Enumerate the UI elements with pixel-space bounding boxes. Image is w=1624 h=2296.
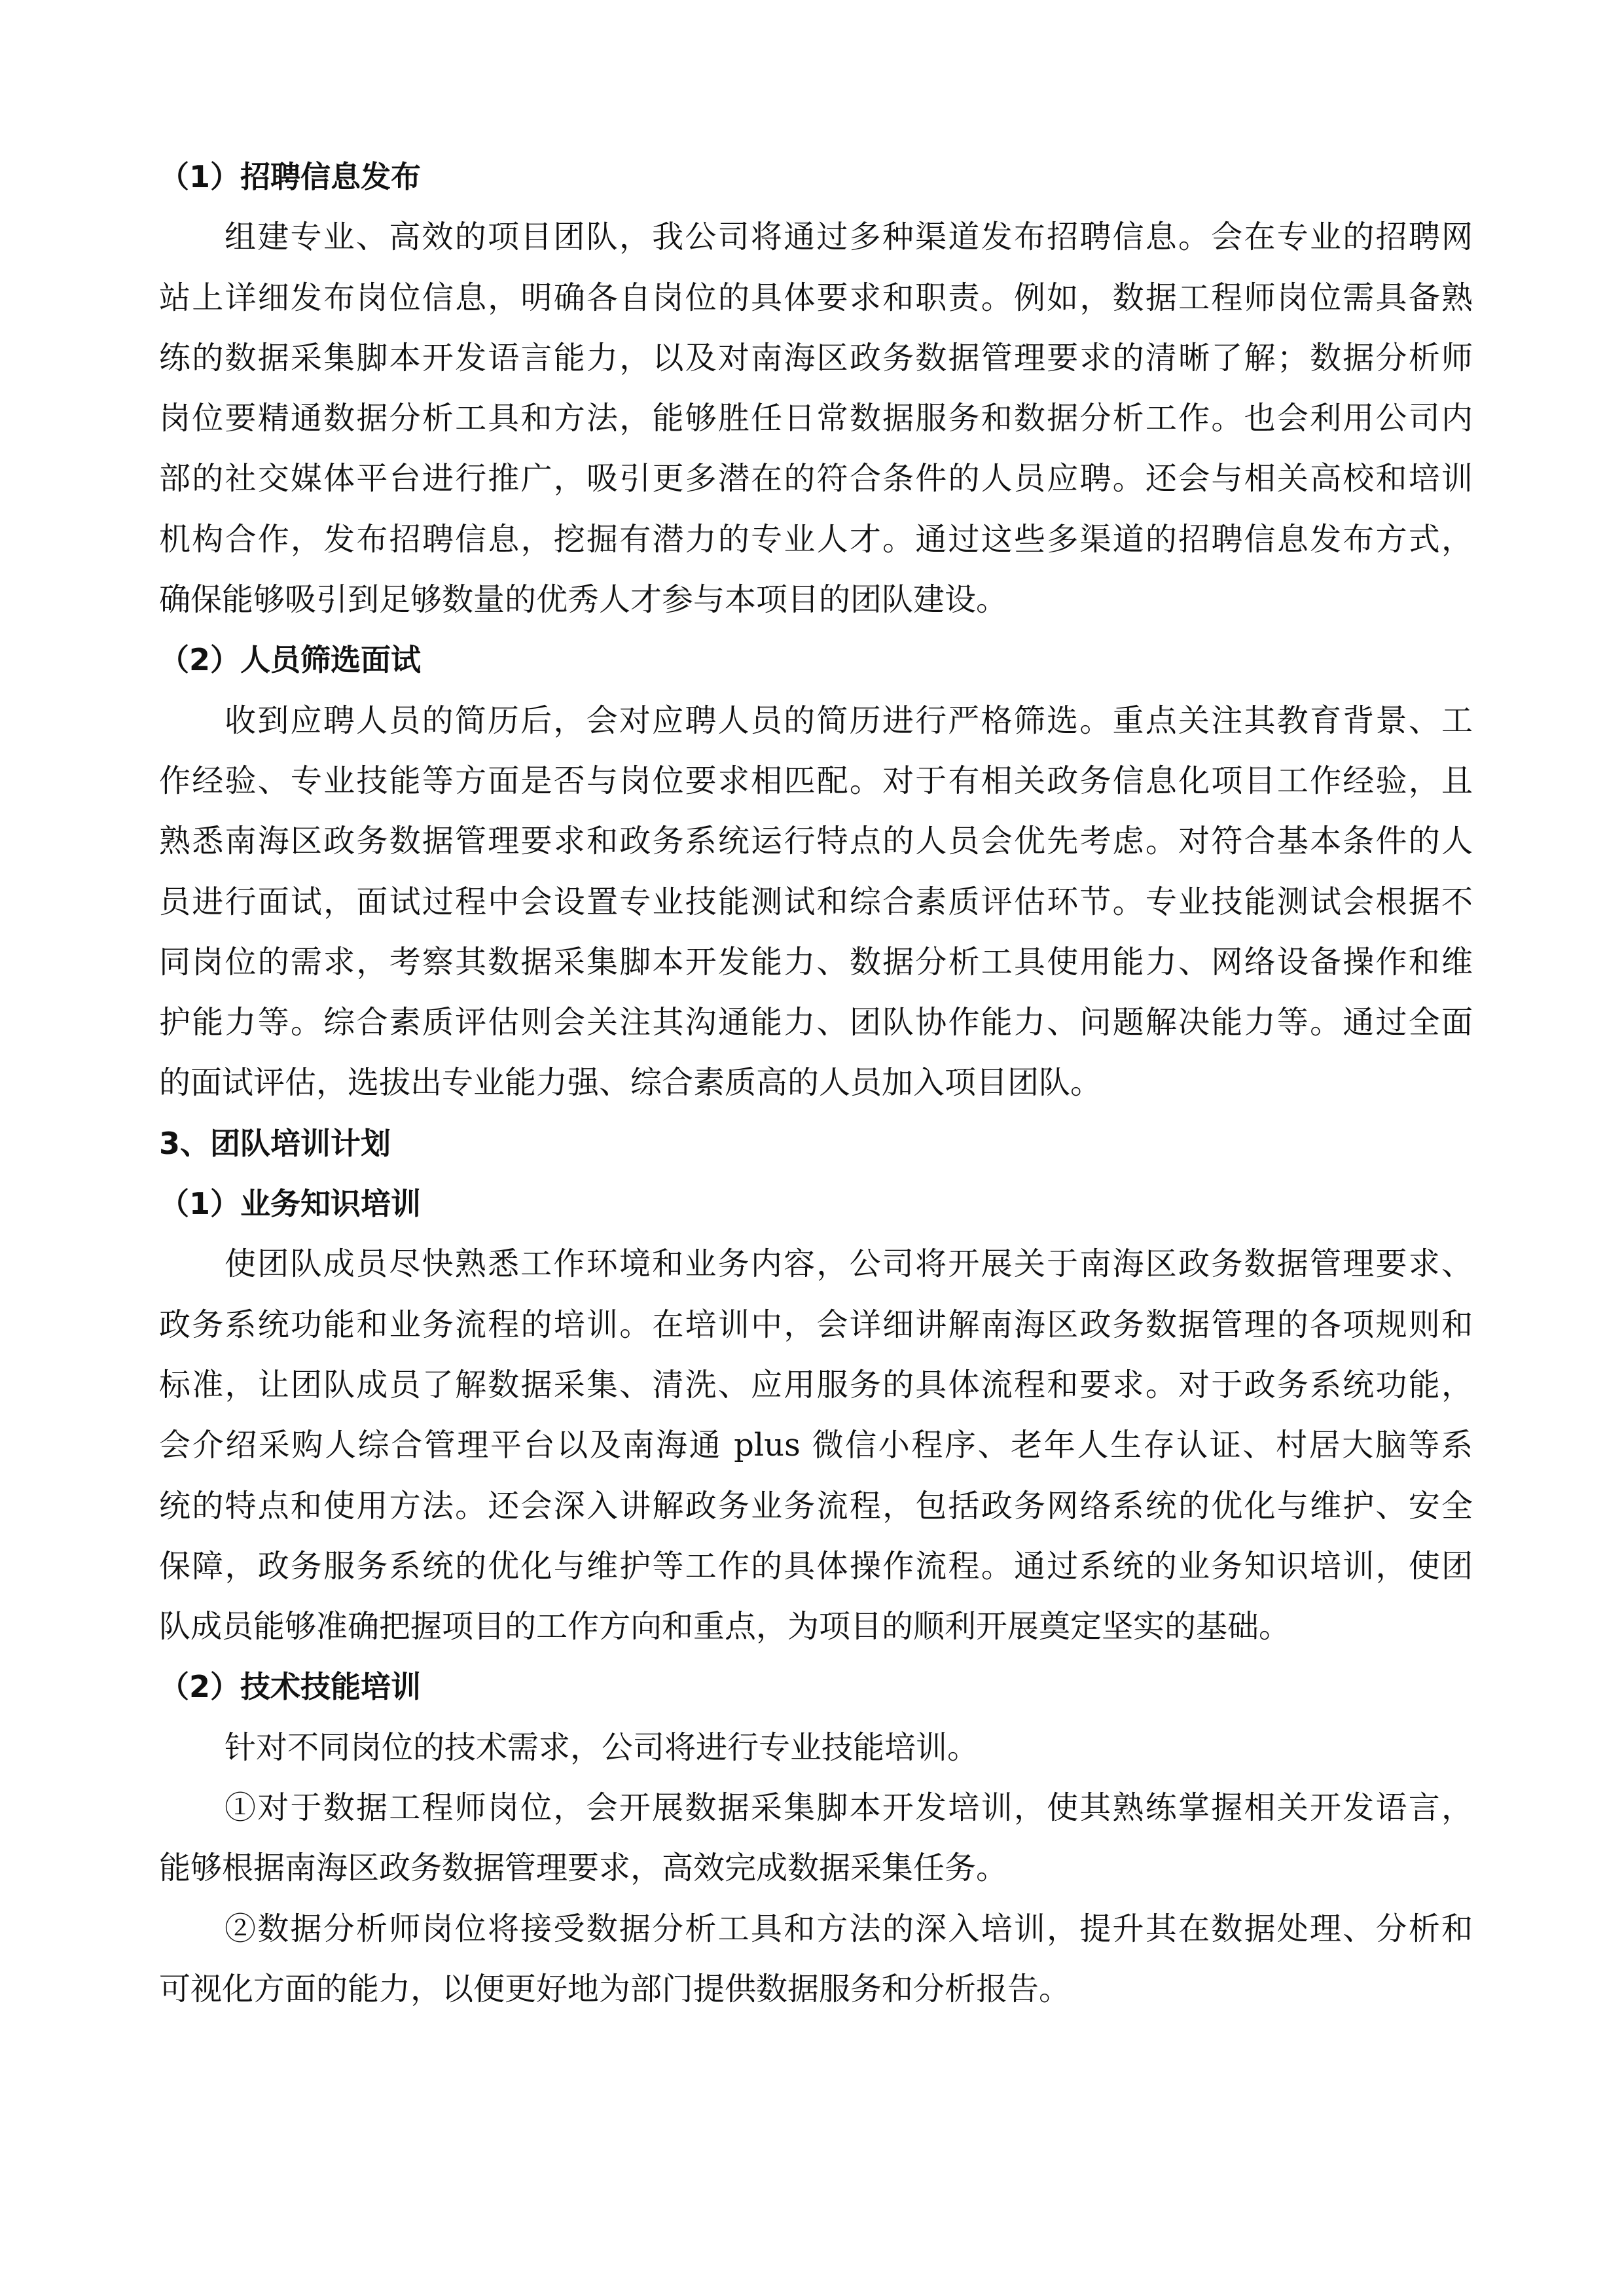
paragraph: [159, 691, 1473, 1113]
text-line: 护能力等。综合素质评估则会关注其沟通能力、团队协作能力、问题解决能力等。通过全面: [159, 1004, 1473, 1041]
text-line: 的面试评估，选拔出专业能力强、综合素质高的人员加入项目团队。: [159, 1064, 1102, 1102]
section-heading: （1）招聘信息发布: [159, 159, 422, 194]
paragraph: [159, 207, 1473, 630]
text-line: 熟悉南海区政务数据管理要求和政务系统运行特点的人员会优先考虑。对符合基本条件的人: [159, 823, 1473, 860]
text-line: 确保能够吸引到足够数量的优秀人才参与本项目的团队建设。: [159, 581, 1008, 619]
paragraph: [159, 1899, 1473, 2020]
text-line: 同岗位的需求，考察其数据采集脚本开发能力、数据分析工具使用能力、网络设备操作和维: [159, 943, 1473, 980]
text-line: 使团队成员尽快熟悉工作环境和业务内容，公司将开展关于南海区政务数据管理要求、: [225, 1246, 1473, 1283]
section-heading: （1）业务知识培训: [159, 1186, 422, 1222]
text-line: 收到应聘人员的简历后，会对应聘人员的简历进行严格筛选。重点关注其教育背景、工: [225, 702, 1473, 739]
text-line: 政务系统功能和业务流程的培训。在培训中，会详细讲解南海区政务数据管理的各项规则和: [159, 1306, 1473, 1343]
text-line: 部的社交媒体平台进行推广，吸引更多潜在的符合条件的人员应聘。还会与相关高校和培训: [159, 460, 1473, 497]
section-heading: （2）人员筛选面试: [159, 642, 422, 678]
text-line: 标准，让团队成员了解数据采集、清洗、应用服务的具体流程和要求。对于政务系统功能，: [159, 1366, 1473, 1403]
text-line: 组建专业、高效的项目团队，我公司将通过多种渠道发布招聘信息。会在专业的招聘网: [225, 219, 1473, 256]
text-line: 保障，政务服务系统的优化与维护等工作的具体操作流程。通过系统的业务知识培训，使团: [159, 1547, 1473, 1585]
paragraph: [159, 1234, 1473, 1657]
text-line: 员进行面试，面试过程中会设置专业技能测试和综合素质评估环节。专业技能测试会根据不: [159, 883, 1473, 920]
paragraph: [159, 1717, 1473, 1778]
section-heading: 3、团队培训计划: [159, 1125, 391, 1161]
text-line: 能够根据南海区政务数据管理要求，高效完成数据采集任务。: [159, 1850, 1008, 1887]
section-heading: （2）技术技能培训: [159, 1669, 422, 1705]
text-line: ①对于数据工程师岗位，会开展数据采集脚本开发培训，使其熟练掌握相关开发语言，: [225, 1789, 1473, 1827]
text-line: 机构合作，发布招聘信息，挖掘有潜力的专业人才。通过这些多渠道的招聘信息发布方式，: [159, 520, 1473, 558]
text-line: 作经验、专业技能等方面是否与岗位要求相匹配。对于有相关政务信息化项目工作经验，且: [159, 762, 1473, 799]
text-line: 统的特点和使用方法。还会深入讲解政务业务流程，包括政务网络系统的优化与维护、安全: [159, 1487, 1473, 1524]
text-line: 会介绍采购人综合管理平台以及南海通 plus 微信小程序、老年人生存认证、村居大脑等系: [159, 1427, 1473, 1464]
text-line: 针对不同岗位的技术需求，公司将进行专业技能培训。: [225, 1729, 979, 1766]
text-line: 岗位要精通数据分析工具和方法，能够胜任日常数据服务和数据分析工作。也会利用公司内: [159, 400, 1473, 437]
text-line: 可视化方面的能力，以便更好地为部门提供数据服务和分析报告。: [159, 1970, 1071, 2007]
document-page: [159, 147, 1473, 2019]
text-line: 练的数据采集脚本开发语言能力，以及对南海区政务数据管理要求的清晰了解；数据分析师: [159, 339, 1473, 376]
paragraph: [159, 1778, 1473, 1899]
text-line: ②数据分析师岗位将接受数据分析工具和方法的深入培训，提升其在数据处理、分析和: [225, 1910, 1473, 1947]
text-line: 站上详细发布岗位信息，明确各自岗位的具体要求和职责。例如，数据工程师岗位需具备熟: [159, 279, 1473, 316]
text-line: 队成员能够准确把握项目的工作方向和重点，为项目的顺利开展奠定坚实的基础。: [159, 1608, 1291, 1645]
